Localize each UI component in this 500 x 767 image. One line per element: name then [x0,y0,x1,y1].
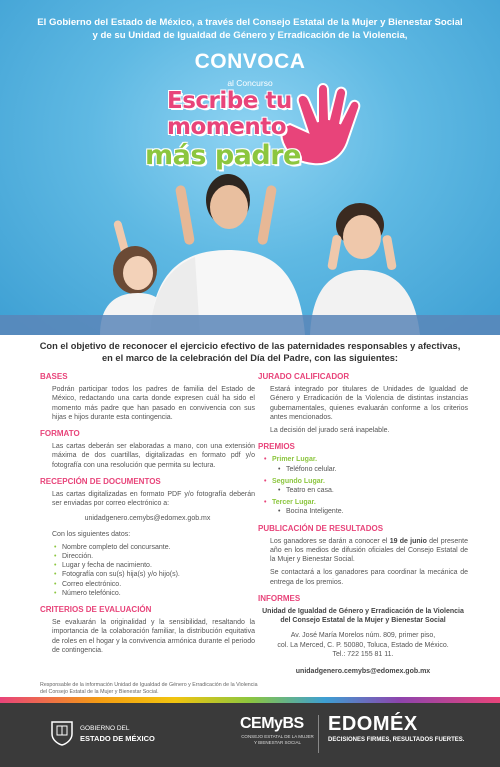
informes-org-1: Unidad de Igualdad de Género y Erradicación de la Violencia [262,608,464,616]
footer-bar [0,703,500,767]
cemybs-logo: CEMyBS [240,715,304,732]
informes-email[interactable]: unidadgenero.cemybs@edomex.gob.mx [295,668,431,676]
section-informes [258,594,468,676]
prize-value-1: • Teléfono celular. [258,465,468,474]
publicacion-text-2: Se contactará a los ganadores para coordinar la mecánica de entrega de los premios. [270,569,468,586]
list-item: • Correo electrónico. [62,580,255,589]
criterios-heading: CRITERIOS DE EVALUACIÓN [40,605,152,615]
organization-header [0,16,500,42]
family-photo [0,165,500,335]
jurado-text: Estará integrado por titulares de Unidades de Igualdad de Género y Erradicación de la Violencia de distintas instancias gubernamentales, quienes evaluarán conforme a los criterios antes mencionados. [270,386,468,421]
prize-place-3: • Tercer Lugar. [258,498,468,507]
informes-address-2: col. La Merced, C. P. 50080, Toluca, Estado de México. [277,641,449,649]
bases-text: Podrán participar todos los padres de familia del Estado de México, redactando una carta donde expresen cuál ha sido el momento más padre que han pasado en convivencia con sus hijas e hijos durante esta contingencia. [52,386,255,421]
list-item: • Dirección. [62,552,255,561]
father-figure [150,174,305,335]
jurado-decision: La decisión del jurado será inapelable. [270,427,390,435]
footer-divider [318,715,319,753]
edomex-slogan: DECISIONES FIRMES, RESULTADOS FUERTES. [328,737,465,743]
cemybs-subtitle: CONSEJO ESTATAL DE LA MUJER Y BIENESTAR SOCIAL [241,734,314,745]
gobierno-label: GOBIERNO DEL [80,725,130,732]
publicacion-heading: PUBLICACIÓN DE RESULTADOS [258,523,384,533]
org-line-2: y de su Unidad de Igualdad de Género y Erradicación de la Violencia, [92,30,408,41]
recepcion-text: Las cartas digitalizadas en formato PDF y/o fotografía deberán ser enviadas por correo electrónico a: [52,491,255,508]
prize-place-1: • Primer Lugar. [258,455,468,464]
publicacion-text-a: Los ganadores se darán a conocer el [270,537,390,545]
title-line-3: más padre [145,140,301,171]
edomex-logo: EDOMÉX [328,713,418,735]
convoca-heading: CONVOCA [194,50,306,73]
section-premios [258,442,468,516]
results-date: 19 de junio [389,537,427,545]
informes-address-1: Av. José María Morelos núm. 809, primer piso, [290,632,436,640]
informes-phone: Tel.: 722 155 81 11. [332,650,394,658]
list-item: • Número telefónico. [62,589,255,598]
formato-heading: FORMATO [40,429,80,439]
title-line-1: Escribe tu [167,88,292,114]
jurado-heading: JURADO CALIFICADOR [258,372,350,381]
publicacion-text [258,537,468,565]
prize-value-3: • Bocina Inteligente. [258,507,468,516]
section-jurado [258,372,468,435]
intro-line-2: en el marco de la celebración del Día del Padre, con las siguientes: [101,353,399,363]
al-concurso-label: al Concurso [227,78,273,88]
state-seal-icon [50,720,74,746]
section-formato [40,429,255,470]
datos-intro: Con los siguientes datos: [52,530,131,538]
section-publicacion [258,524,468,587]
criterios-text: Se evaluarán la originalidad y la sensibilidad, resaltando la importancia de la colaboración familiar, la distribución equitativa de roles en el hogar y la convivencia armónica durante el periodo de contingencia. [52,619,255,654]
title-line-2: momento [167,114,287,140]
intro-statement [20,340,480,364]
org-line-1: El Gobierno del Estado de México, a través del Consejo Estatal de la Mujer y Bienestar Social [37,17,463,28]
publicacion-text-b: del presente año en los medios de difusión oficiales del Consejo Estatal de la Mujer y Bienestar Social. [270,537,468,564]
bases-heading: BASES [40,372,68,381]
hero-banner [0,0,500,335]
formato-text: Las cartas deberán ser elaboradas a mano, con una extensión máxima de dos cuartillas, digitalizadas en formato pdf y/o fotografía con una resolución que permita su lectura. [52,443,255,469]
responsibility-footnote: Responsable de la información Unidad de Igualdad de Género y Erradicación de la Violencia del Consejo Estatal de la Mujer y Bienestar Social. [40,682,258,695]
recepcion-email[interactable]: unidadgenero.cemybs@edomex.gob.mx [84,515,211,523]
intro-line-1: Con el objetivo de reconocer el ejercicio efectivo de las paternidades responsables y afectivas, [39,341,461,351]
recepcion-heading: RECEPCIÓN DE DOCUMENTOS [40,476,161,486]
informes-heading: INFORMES [258,593,301,603]
list-item: • Lugar y fecha de nacimiento. [62,561,255,570]
section-bases [40,372,255,422]
prize-place-2: • Segundo Lugar. [258,477,468,486]
right-column [258,372,468,683]
informes-org-2: del Consejo Estatal de la Mujer y Bienestar Social [280,617,446,625]
estado-label: ESTADO DE MÉXICO [80,734,155,743]
section-recepcion [40,477,255,598]
left-column [40,372,255,662]
section-criterios [40,605,255,655]
premios-heading: PREMIOS [258,442,295,452]
prize-value-2: • Teatro en casa. [258,486,468,495]
list-item: • Nombre completo del concursante. [62,543,255,552]
datos-list [40,543,255,598]
list-item: • Fotografía con su(s) hija(s) y/o hijo(s). [62,570,255,579]
